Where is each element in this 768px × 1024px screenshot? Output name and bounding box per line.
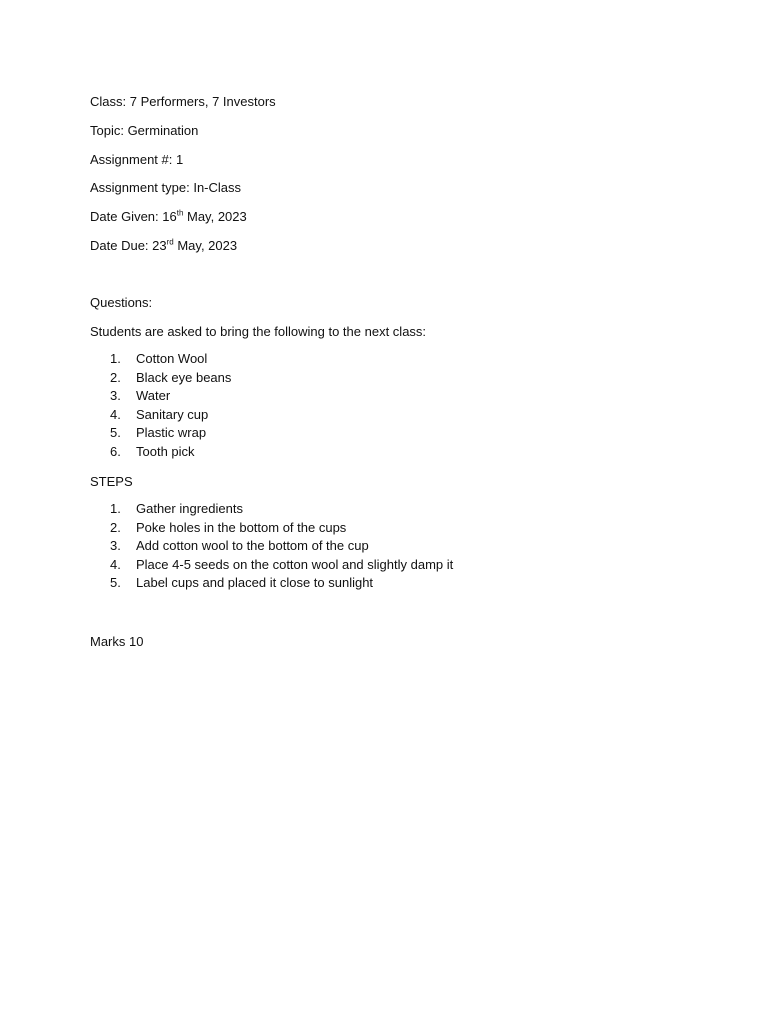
list-item <box>110 556 453 575</box>
list-item-number: 5. <box>110 425 121 440</box>
list-item-number: 5. <box>110 575 121 590</box>
date-due-line <box>90 238 237 254</box>
list-item-number: 3. <box>110 538 121 553</box>
questions-heading: Questions: <box>90 295 153 310</box>
list-item <box>110 574 453 593</box>
list-item-number: 6. <box>110 443 121 459</box>
list-item <box>110 387 231 406</box>
date-due-prefix: Date Due: 23 <box>90 238 167 253</box>
list-item <box>110 519 453 538</box>
list-item <box>110 500 453 519</box>
class-line: Class: 7 Performers, 7 Investors <box>90 94 276 109</box>
list-item <box>110 443 231 462</box>
materials-list <box>110 350 231 461</box>
topic-line: Topic: Germination <box>90 123 199 138</box>
list-item-number: 4. <box>110 406 121 422</box>
list-item-text: Poke holes in the bottom of the cups <box>136 519 347 535</box>
steps-list <box>110 500 453 593</box>
list-item <box>110 406 231 425</box>
assignment-type-line: Assignment type: In-Class <box>90 180 242 195</box>
list-item-text: Water <box>136 388 171 403</box>
list-item-text: Label cups and placed it close to sunlight <box>136 575 374 590</box>
list-item-text: Cotton Wool <box>136 351 208 366</box>
list-item-text: Sanitary cup <box>136 406 209 422</box>
date-due-month-year: May, 2023 <box>173 238 238 253</box>
date-given-prefix: Date Given: 16 <box>90 209 177 224</box>
date-given-suffix-sup: th <box>176 208 184 218</box>
list-item <box>110 350 231 369</box>
list-item-text: Plastic wrap <box>136 425 207 440</box>
list-item-text: Black eye beans <box>136 369 232 385</box>
list-item <box>110 424 231 443</box>
date-given-month-year: May, 2023 <box>183 209 247 224</box>
list-item <box>110 369 231 388</box>
date-due-suffix-sup: rd <box>166 237 174 247</box>
questions-intro: Students are asked to bring the following to the next class: <box>90 324 427 339</box>
list-item-text: Tooth pick <box>136 443 195 459</box>
list-item-number: 2. <box>110 369 121 385</box>
list-item-text: Add cotton wool to the bottom of the cup <box>136 538 369 553</box>
assignment-number-line: Assignment #: 1 <box>90 152 184 167</box>
steps-heading: STEPS <box>90 474 133 489</box>
list-item-number: 2. <box>110 519 121 535</box>
date-given-line <box>90 209 247 225</box>
list-item-number: 1. <box>110 501 121 516</box>
list-item-text: Gather ingredients <box>136 501 243 516</box>
list-item-number: 1. <box>110 351 121 366</box>
list-item-number: 3. <box>110 388 121 403</box>
list-item <box>110 537 453 556</box>
list-item-number: 4. <box>110 556 121 572</box>
marks-line: Marks 10 <box>90 634 144 649</box>
list-item-text: Place 4-5 seeds on the cotton wool and slightly damp it <box>136 556 454 572</box>
